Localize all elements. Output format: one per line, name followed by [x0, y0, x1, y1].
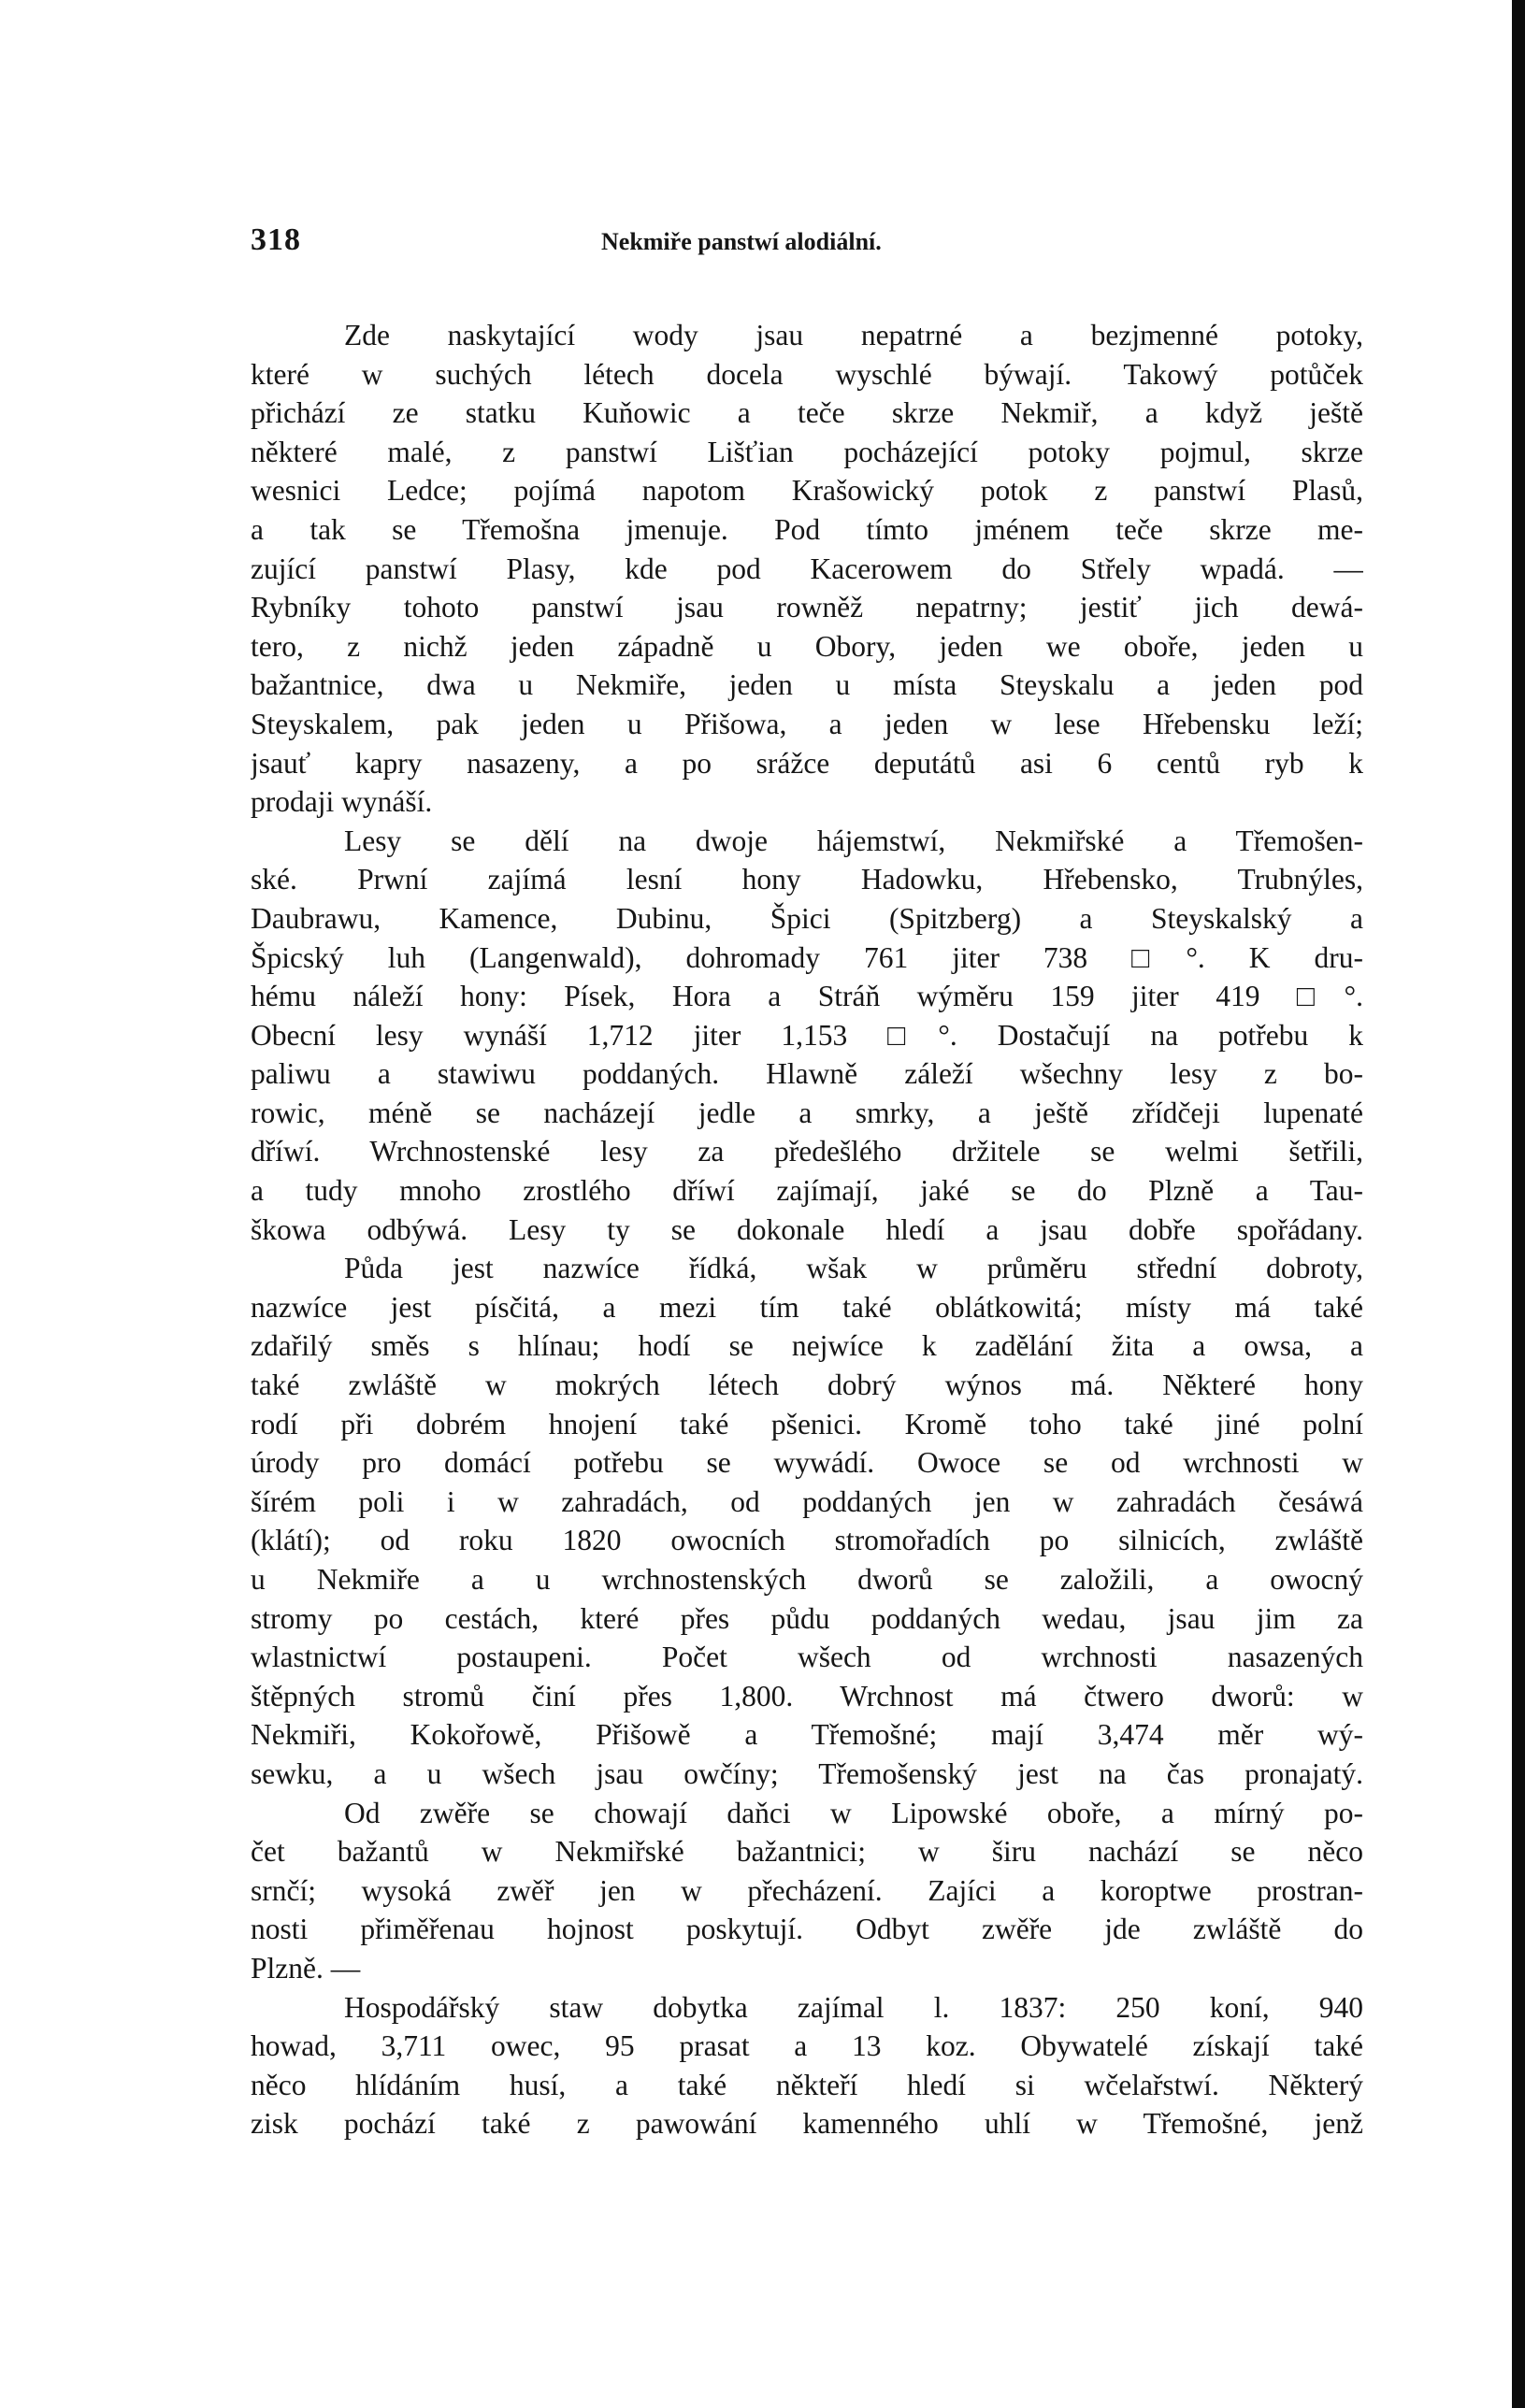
text-line: Od zwěře se chowají daňci w Lipowské oboře, a mírný po-: [344, 1796, 1363, 1829]
text-line: Daubrawu, Kamence, Dubinu, Špici (Spitzberg) a Steyskalský a: [251, 901, 1363, 935]
text-line: sewku, a u wšech jsau owčíny; Třemošenský jest na čas pronajatý.: [251, 1756, 1363, 1790]
text-line: prodaji wynáší.: [251, 785, 433, 819]
text-line: něco hlídáním husí, a také někteří hledí si wčelařstwí. Některý: [251, 2068, 1363, 2101]
text-line: (klátí); od roku 1820 owocních stromořadích po silnicích, zwláště: [251, 1524, 1363, 1557]
text-line: stromy po cestách, které přes půdu poddaných wedau, jsau jim za: [251, 1601, 1363, 1635]
text-line: Hospodářský staw dobytka zajímal l. 1837: 250 koní, 940: [344, 1990, 1363, 2024]
text-line: nosti přiměřenau hojnost poskytují. Odbyt zwěře jde zwláště do: [251, 1913, 1363, 1946]
text-line: rowic, méně se nacházejí jedle a smrky, a ještě zřídčeji lupenaté: [251, 1096, 1363, 1129]
text-line: dříwí. Wrchnostenské lesy za předešlého držitele se welmi šetřili,: [251, 1135, 1363, 1168]
body-text: [251, 316, 1363, 2143]
page-edge-shadow: [1512, 0, 1525, 2408]
text-line: rodí při dobrém hnojení také pšenici. Kromě toho také jiné polní: [251, 1407, 1363, 1440]
running-head: [251, 222, 1363, 265]
text-line: u Nekmiře a u wrchnostenských dworů se založili, a owocný: [251, 1563, 1363, 1596]
text-line: Špicský luh (Langenwald), dohromady 761 jiter 738 □°. K dru-: [251, 940, 1363, 974]
text-line: Rybníky tohoto panstwí jsau rowněž nepatrny; jestiť jich dewá-: [251, 591, 1363, 624]
text-line: wlastnictwí postaupeni. Počet wšech od wrchnosti nasazených: [251, 1641, 1363, 1674]
text-line: přichází ze statku Kuňowic a teče skrze Nekmiř, a když ještě: [251, 396, 1363, 430]
text-line: Lesy se dělí na dwoje hájemstwí, Nekmiřské a Třemošen-: [344, 824, 1363, 857]
page-number: 318: [251, 222, 301, 257]
text-line: také zwláště w mokrých létech dobrý wýnos má. Některé hony: [251, 1369, 1363, 1402]
text-line: paliwu a stawiwu poddaných. Hlawně záleží wšechny lesy z bo-: [251, 1057, 1363, 1091]
text-line: některé malé, z panstwí Lišťian pocházející potoky pojmul, skrze: [251, 435, 1363, 468]
text-line: šírém poli i w zahradách, od poddaných jen w zahradách česáwá: [251, 1484, 1363, 1518]
text-line: bažantnice, dwa u Nekmiře, jeden u místa Steyskalu a jeden pod: [251, 668, 1363, 702]
text-line: Plzně. —: [251, 1951, 361, 1985]
text-line: zující panstwí Plasy, kde pod Kacerowem do Střely wpadá. —: [251, 552, 1363, 585]
text-line: wesnici Ledce; pojímá napotom Krašowický potok z panstwí Plasů,: [251, 474, 1363, 508]
text-line: ské. Prwní zajímá lesní hony Hadowku, Hřebensko, Trubnýles,: [251, 863, 1363, 896]
text-line: jsauť kapry nasazeny, a po srážce deputátů asi 6 centů ryb k: [251, 746, 1363, 780]
text-line: zisk pochází také z pawowání kamenného uhlí w Třemošné, jenž: [251, 2107, 1363, 2141]
text-line: Steyskalem, pak jeden u Přišowa, a jeden w lese Hřebensku leží;: [251, 707, 1363, 740]
text-line: škowa odbýwá. Lesy ty se dokonale hledí a jsau dobře spořádany.: [251, 1212, 1363, 1246]
text-line: hému náleží hony: Písek, Hora a Stráň wýměru 159 jiter 419 □°.: [251, 980, 1363, 1013]
text-line: úrody pro domácí potřebu se wywádí. Owoce se od wrchnosti w: [251, 1446, 1363, 1480]
text-line: tero, z nichž jeden západně u Obory, jeden we oboře, jeden u: [251, 629, 1363, 663]
text-line: a tak se Třemošna jmenuje. Pod tímto jménem teče skrze me-: [251, 512, 1363, 546]
text-line: Půda jest nazwíce řídká, wšak w průměru střední dobroty,: [344, 1252, 1363, 1285]
text-line: howad, 3,711 owec, 95 prasat a 13 koz. Obywatelé získají také: [251, 2029, 1363, 2063]
text-line: Obecní lesy wynáší 1,712 jiter 1,153 □°. Dostačují na potřebu k: [251, 1018, 1363, 1052]
running-title: Nekmiře panstwí alodiální.: [601, 228, 882, 255]
text-line: které w suchých létech docela wyschlé býwají. Takowý potůček: [251, 357, 1363, 391]
text-line: Nekmiři, Kokořowě, Přišowě a Třemošné; mají 3,474 měr wý-: [251, 1718, 1363, 1752]
text-line: čet bažantů w Nekmiřské bažantnici; w širu nachází se něco: [251, 1835, 1363, 1869]
text-line: nazwíce jest písčitá, a mezi tím také oblátkowitá; místy má také: [251, 1290, 1363, 1324]
text-line: srnčí; wysoká zwěř jen w přecházení. Zajíci a koroptwe prostran-: [251, 1873, 1363, 1907]
book-page: [251, 222, 1363, 2143]
text-line: a tudy mnoho zrostlého dříwí zajímají, jaké se do Plzně a Tau-: [251, 1174, 1363, 1208]
text-line: zdařilý směs s hlínau; hodí se nejwíce k zadělání žita a owsa, a: [251, 1329, 1363, 1363]
text-line: Zde naskytající wody jsau nepatrné a bezjmenné potoky,: [344, 319, 1363, 351]
text-line: štěpných stromů činí přes 1,800. Wrchnost má čtwero dworů: w: [251, 1679, 1363, 1713]
